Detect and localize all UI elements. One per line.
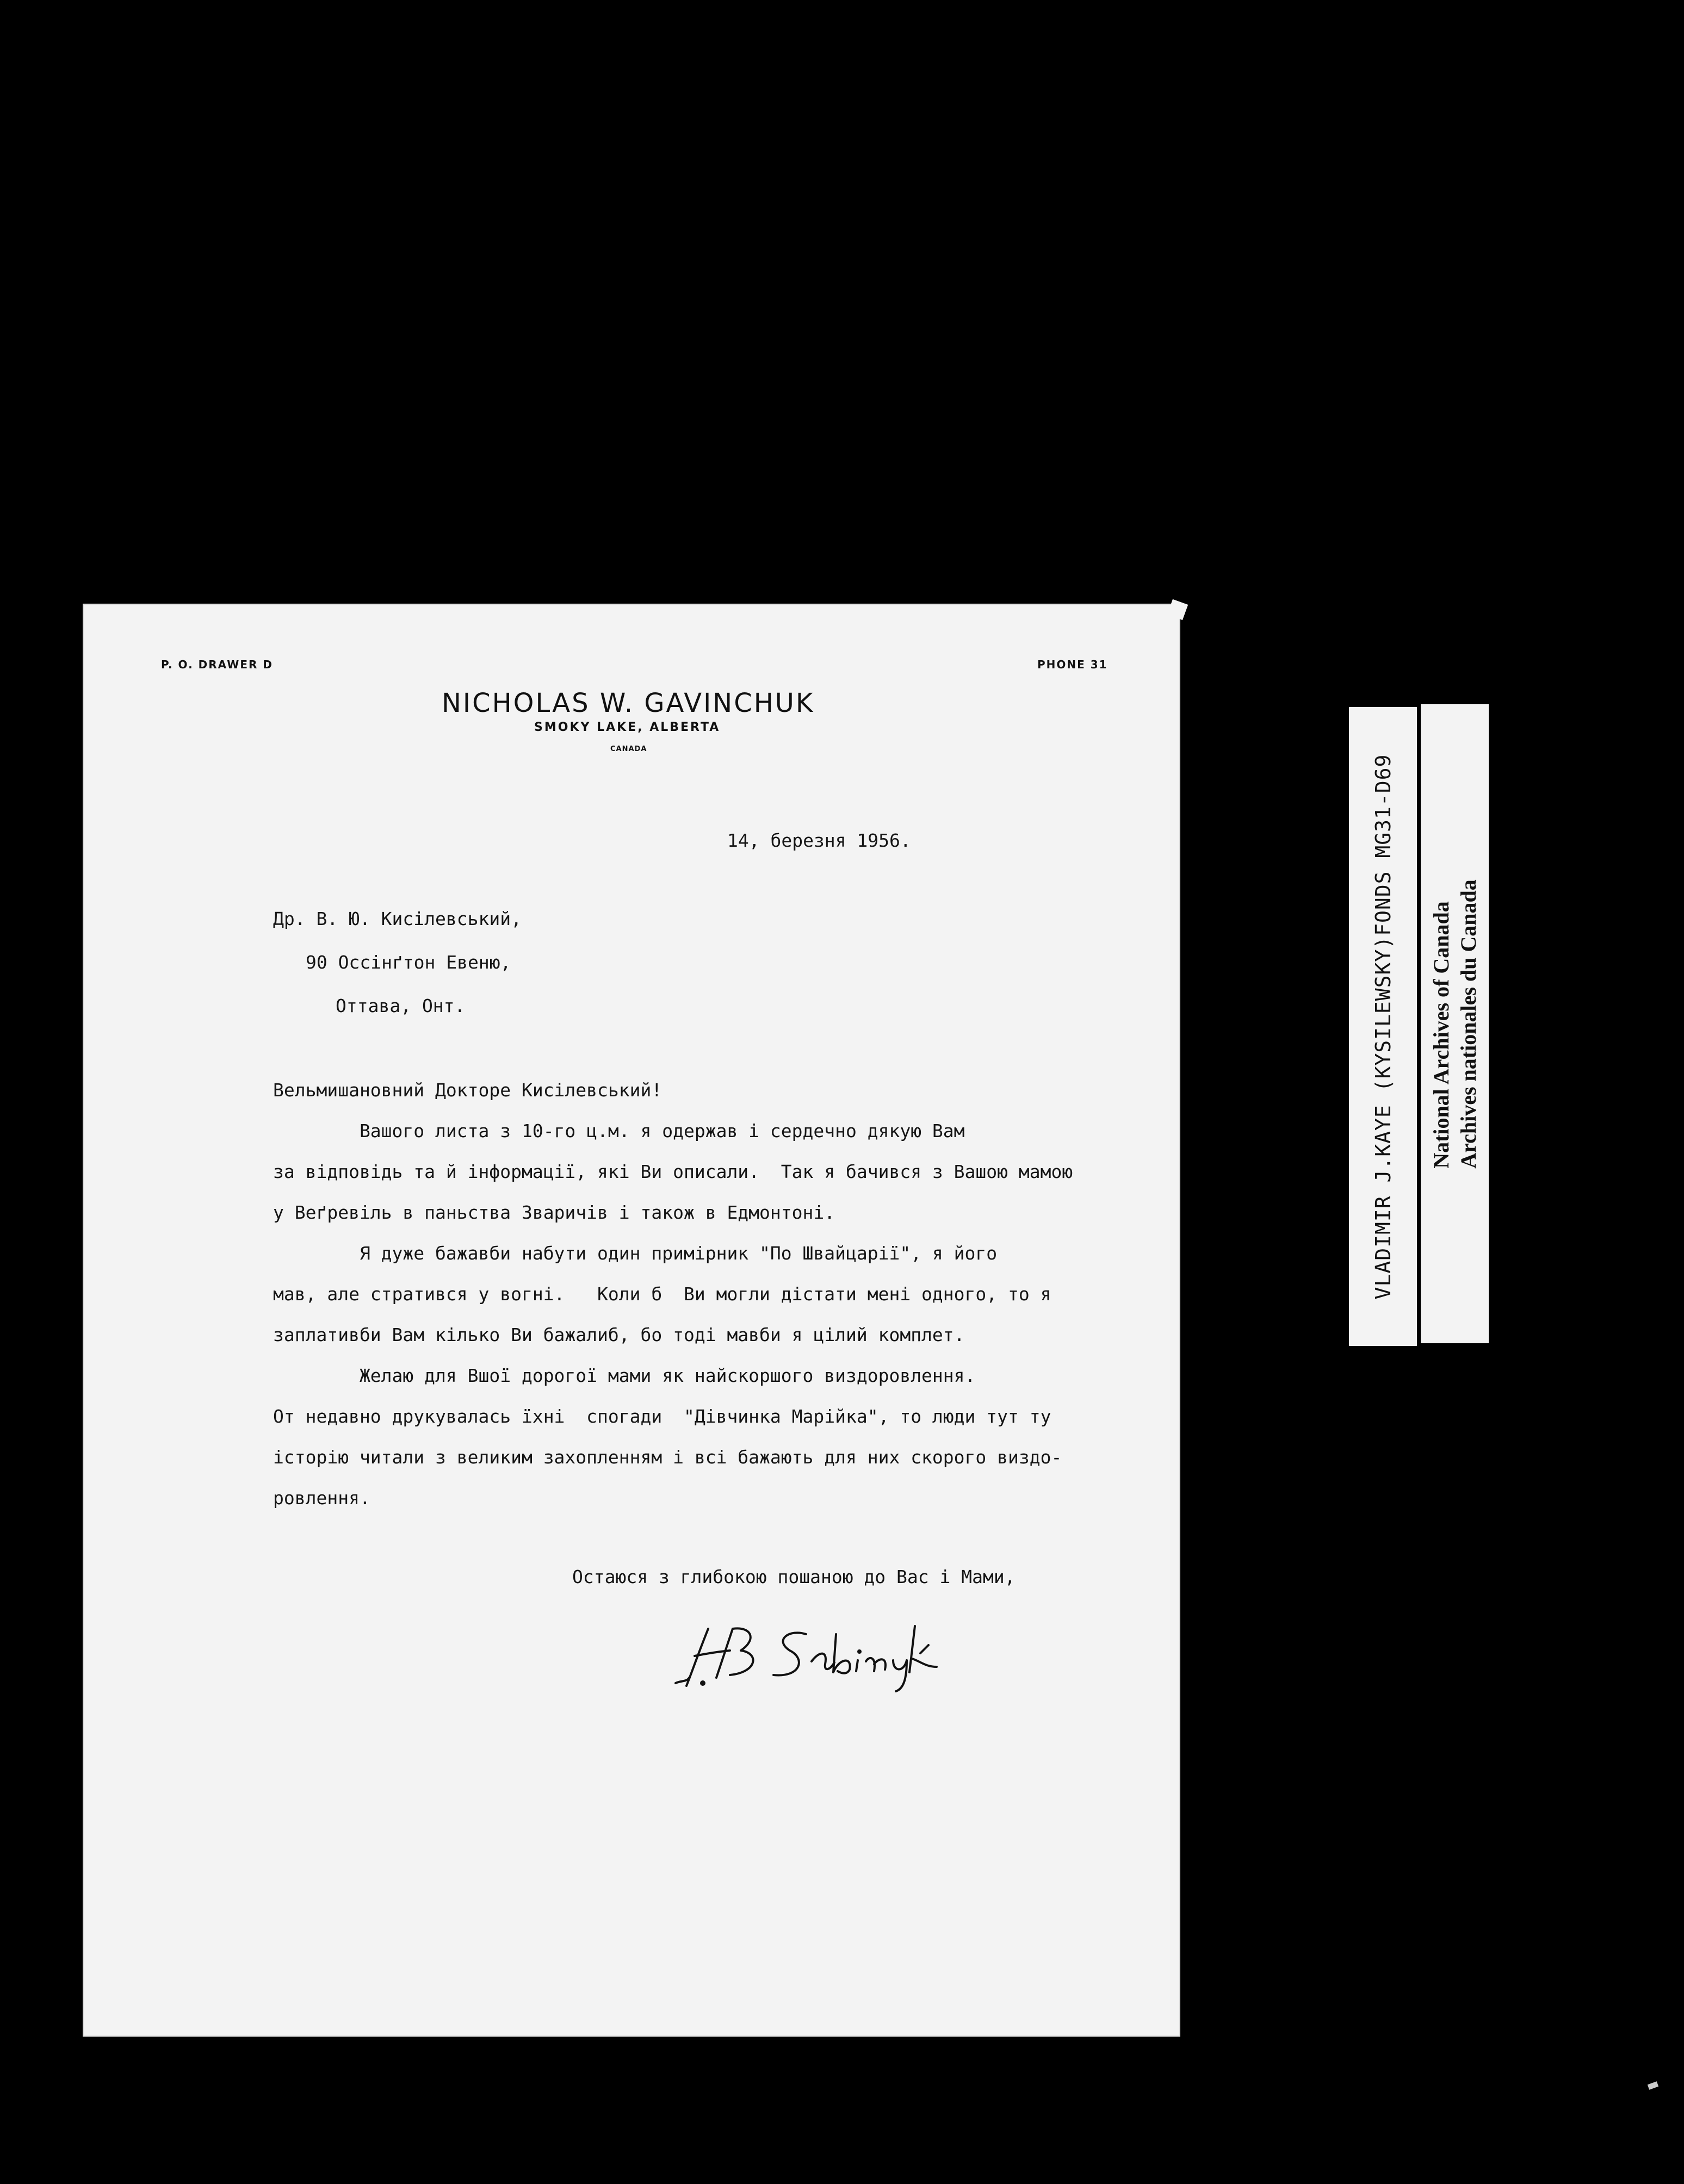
film-speck — [1648, 2081, 1658, 2090]
closing-line: Остаюся з глибокою пошаною до Вас і Мами, — [572, 1566, 1016, 1587]
salutation: Вельмишановний Докторе Кисілевський! — [273, 1079, 663, 1101]
phone-number: PHONE 31 — [1037, 658, 1108, 671]
letterhead-country: CANADA — [610, 745, 647, 753]
archives-label-text — [1428, 879, 1482, 1169]
body-line: Я дуже бажавби набути один примірник "По Швайцарії", я його — [273, 1243, 998, 1264]
archives-label-en: National Archives of Canada — [1428, 901, 1453, 1169]
body-line: Вашого листа з 10-го ц.м. я одержав і сердечно дякую Вам — [273, 1120, 965, 1141]
archives-label — [1421, 704, 1489, 1343]
handwritten-signature — [665, 1612, 969, 1696]
letterhead-name: NICHOLAS W. GAVINCHUK — [442, 688, 815, 718]
po-box: P. O. DRAWER D — [161, 658, 273, 671]
body-line: заплативби Вам кілько Ви бажалиб, бо тоді мавби я цілий комплет. — [273, 1324, 965, 1345]
recipient-address-line: Др. В. Ю. Кисілевський, — [273, 908, 522, 929]
body-line: ровлення. — [273, 1487, 370, 1509]
body-line: Желаю для Вшої дорогої мами як найскоршого виздоровлення. — [273, 1365, 976, 1386]
archives-label-fr: Archives nationales du Canada — [1456, 879, 1481, 1169]
body-line: за відповідь та й інформації, які Ви описали. Так я бачився з Вашою мамою — [273, 1161, 1073, 1182]
body-line: у Веґревіль в паньства Зваричів і також в Едмонтоні. — [273, 1202, 835, 1223]
letterhead-location: SMOKY LAKE, ALBERTA — [534, 721, 721, 734]
body-line: От недавно друкувалась їхні спогади "Дівчинка Марійка", то люди тут ту — [273, 1406, 1051, 1427]
letter-body — [273, 1110, 1176, 1518]
fonds-label-text: VLADIMIR J.KAYE (KYSILEWSKY)FONDS MG31-D69 — [1371, 754, 1395, 1299]
recipient-address-line: 90 Оссінґтон Евеню, — [306, 952, 511, 973]
body-line: мав, але стратився у вогні. Коли б Ви могли дістати мені одного, то я — [273, 1283, 1051, 1305]
page-corner — [1167, 599, 1188, 620]
body-line: історію читали з великим захопленням і всі бажають для них скорого виздо- — [273, 1447, 1062, 1468]
fonds-label — [1349, 707, 1417, 1346]
recipient-address-line: Оттава, Онт. — [336, 995, 466, 1016]
letter-date: 14, березня 1956. — [727, 830, 911, 851]
letter-page — [83, 604, 1180, 2037]
